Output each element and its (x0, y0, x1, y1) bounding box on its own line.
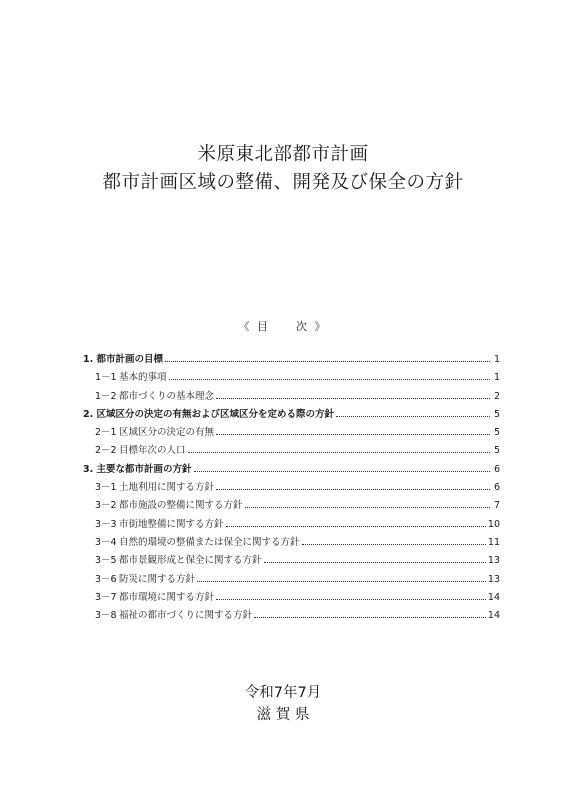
toc-subsection-entry (83, 388, 500, 406)
toc-entry-label: 1. 都市計画の目標 (83, 354, 164, 365)
toc-entry-label: 都市施設の整備に関する方針 (119, 500, 243, 512)
toc-entry-label: 3. 主要な都市計画の方針 (83, 463, 192, 475)
toc-page-number: 5 (493, 427, 500, 439)
toc-subsection-entry (83, 571, 500, 589)
toc-dot-leader (165, 361, 490, 362)
toc-page-number: 11 (487, 536, 500, 548)
toc-subsection-entry (83, 607, 500, 625)
toc-entry-label: 都市景観形成と保全に関する方針 (119, 555, 262, 567)
toc-entry-number: 3－4 (95, 536, 117, 548)
toc-section-entry (83, 351, 500, 369)
toc-entry-label: 土地利用に関する方針 (119, 482, 215, 494)
issue-date: 令和7年7月 (244, 685, 322, 701)
toc-entry-number: 3－2 (95, 500, 117, 512)
toc-entry-label: 2. 区域区分の決定の有無および区域区分を定める際の方針 (83, 408, 335, 420)
toc-subsection-entry (83, 442, 500, 460)
toc-entry-number: 3－7 (95, 591, 117, 603)
toc-entry-label: 目標年次の人口 (119, 445, 186, 457)
toc-entry-number: 1－2 (95, 390, 117, 402)
toc-dot-leader (216, 489, 490, 490)
toc-page-number: 1 (493, 372, 500, 384)
toc-heading: 《 目 次 》 (238, 320, 328, 333)
toc-page-number: 7 (493, 500, 500, 512)
toc-entry-label: 区域区分の決定の有無 (119, 427, 215, 439)
toc-subsection-entry (83, 516, 500, 534)
title-line-2: 都市計画区域の整備、開発及び保全の方針 (102, 172, 464, 193)
toc-subsection-entry (83, 497, 500, 515)
toc-page-number: 1 (493, 354, 500, 365)
toc-dot-leader (336, 416, 490, 417)
toc-entry-label: 基本的事項 (119, 372, 167, 384)
toc-dot-leader (197, 581, 486, 582)
toc-page-number: 2 (493, 390, 500, 402)
document-footer (0, 682, 566, 726)
toc-page-number: 14 (487, 610, 500, 622)
toc-page-number: 10 (487, 518, 500, 530)
toc-entry-label: 都市環境に関する方針 (119, 591, 215, 603)
toc-entry-label: 都市づくりの基本理念 (119, 390, 215, 402)
toc-dot-leader (216, 398, 490, 399)
toc-section-entry (83, 406, 500, 424)
table-of-contents (83, 351, 500, 625)
toc-dot-leader (302, 544, 486, 545)
toc-entry-label: 福祉の都市づくりに関する方針 (119, 610, 253, 622)
toc-dot-leader (169, 379, 490, 380)
toc-dot-leader (216, 434, 490, 435)
toc-entry-number: 3－8 (95, 610, 117, 622)
toc-entry-number: 3－5 (95, 555, 117, 567)
toc-dot-leader (216, 599, 486, 600)
toc-page-number: 13 (487, 573, 500, 585)
toc-page-number: 14 (487, 591, 500, 603)
toc-page-number: 13 (487, 555, 500, 567)
document-title (0, 141, 566, 197)
toc-subsection-entry (83, 589, 500, 607)
toc-dot-leader (254, 617, 486, 618)
toc-dot-leader (194, 471, 490, 472)
toc-subsection-entry (83, 534, 500, 552)
toc-entry-label: 防災に関する方針 (119, 573, 196, 585)
toc-dot-leader (245, 507, 490, 508)
toc-page-number: 5 (493, 445, 500, 457)
toc-dot-leader (226, 526, 486, 527)
toc-section-entry (83, 461, 500, 479)
toc-subsection-entry (83, 479, 500, 497)
toc-entry-number: 2－2 (95, 445, 117, 457)
issuer-name: 滋 賀 県 (256, 707, 310, 723)
toc-subsection-entry (83, 552, 500, 570)
toc-page-number: 6 (493, 463, 500, 475)
toc-dot-leader (264, 562, 486, 563)
toc-page-number: 6 (493, 482, 500, 494)
toc-entry-number: 3－6 (95, 573, 117, 585)
toc-entry-label: 市街地整備に関する方針 (119, 518, 224, 530)
toc-entry-number: 3－1 (95, 482, 117, 494)
toc-entry-label: 自然的環境の整備または保全に関する方針 (119, 536, 300, 548)
title-line-1: 米原東北部都市計画 (197, 144, 369, 165)
toc-subsection-entry (83, 424, 500, 442)
toc-entry-number: 1－1 (95, 372, 117, 384)
toc-page-number: 5 (493, 408, 500, 420)
toc-subsection-entry (83, 369, 500, 387)
toc-entry-number: 3－3 (95, 518, 117, 530)
toc-dot-leader (188, 452, 490, 453)
toc-entry-number: 2－1 (95, 427, 117, 439)
